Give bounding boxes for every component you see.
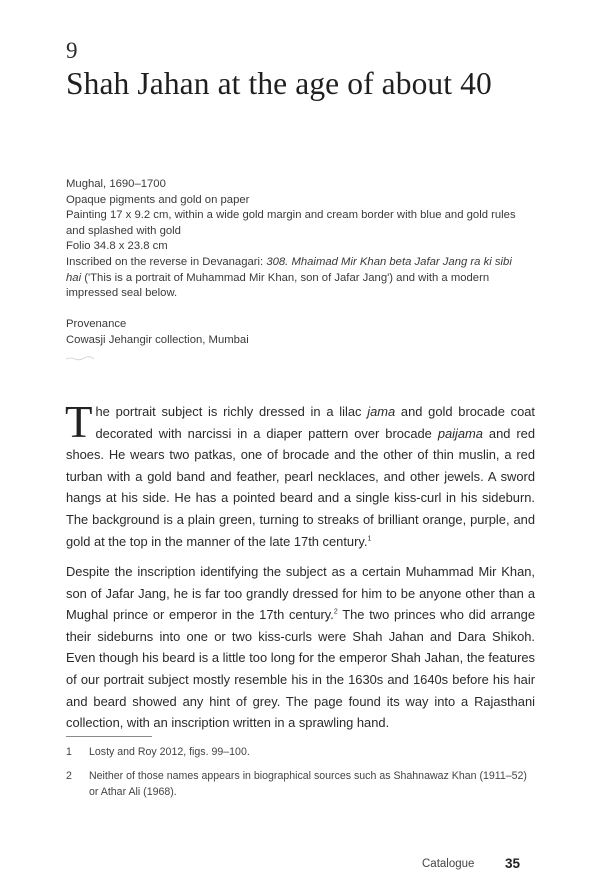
detail-painting-line1: Painting 17 x 9.2 cm, within a wide gold margin and cream border with blue and gold rules [66, 209, 516, 222]
detail-medium: Opaque pigments and gold on paper [66, 193, 250, 206]
detail-painting-line2: and splashed with gold [66, 224, 181, 237]
footnote-text: Losty and Roy 2012, figs. 99–100. [89, 746, 250, 758]
footnote-text: Neither of those names appears in biographical sources such as Shahnawaz Khan (1911–52) or Athar Ali (1968). [89, 770, 527, 798]
footnote-number: 1 [66, 746, 72, 758]
inscription-text: 308. Mhaimad Mir Khan beta Jafar Jang ra ki sibi [266, 255, 512, 268]
object-details [66, 177, 536, 302]
detail-folio: Folio 34.8 x 23.8 cm [66, 240, 168, 253]
provenance-value: Cowasji Jehangir collection, Mumbai [66, 334, 249, 346]
footer-section-label: Catalogue [422, 858, 475, 870]
footnote-ref-1[interactable]: 1 [367, 535, 372, 543]
para2-text-2: The two princes who did arrange their sideburns into one or two kiss-curls were Shah Jahan and Dara Shikoh. Even though his beard is a little too long for the emperor Shah Jahan, the features of our portrait subject mostly resemble his in the 1630s and 1640s before his hair and beard showed any hint of grey. The page found its way into a Rajasthani collection, with an inscription written in a sprawling hand. [66, 607, 535, 731]
detail-inscription-line1 [66, 255, 536, 271]
detail-inscription-line2 [66, 271, 536, 287]
para1-italic-jama: jama [367, 404, 396, 419]
para1-text-1: he portrait subject is richly dressed in a lilac [95, 404, 368, 419]
drop-cap: T [65, 397, 93, 447]
detail-inscription-line3: impressed seal below. [66, 287, 178, 300]
pencil-mark [66, 355, 96, 361]
para1-text-3: and red shoes. He wears two patkas, one of brocade and the other of thin muslin, a red turban with a gold band and feather, pearl necklaces, and other jewels. A sword hangs at his side. He has a pointed beard and a single kiss-curl in his sideburn. The background is a plain green, turning to streaks of brilliant orange, purple, and gold at the top in the manner of the late 17th century. [66, 425, 536, 549]
footnote-1 [66, 745, 536, 761]
provenance [66, 316, 249, 348]
paragraph-1 [65, 397, 536, 552]
footnote-divider [66, 736, 152, 737]
page-number: 35 [505, 856, 521, 871]
footnote-2 [66, 769, 536, 800]
detail-origin: Mughal, 1690–1700 [66, 178, 166, 190]
provenance-label: Provenance [66, 318, 127, 330]
inscription-prefix: Inscribed on the reverse in Devanagari: [66, 255, 267, 268]
paragraph-2 [66, 561, 535, 734]
para1-italic-paijama: paijama [437, 425, 483, 441]
para1-text-2: and gold brocade coat decorated with narcissi in a diaper pattern over brocade [95, 404, 535, 441]
page-title: Shah Jahan at the age of about 40 [66, 66, 492, 101]
inscription-text-end: hai [66, 271, 82, 284]
para2-text-1: Despite the inscription identifying the subject as a certain Muhammad Mir Khan, son of Jafar Jang, he is far too grandly dressed for him to be anyone other than a Mughal prince or emperor in the 17th century. [66, 564, 535, 623]
inscription-translation: ('This is a portrait of Muhammad Mir Khan, son of Jafar Jang') and with a modern [81, 271, 490, 284]
catalogue-number: 9 [66, 38, 78, 63]
footnote-ref-2[interactable]: 2 [333, 608, 338, 616]
footnote-number: 2 [66, 770, 72, 782]
